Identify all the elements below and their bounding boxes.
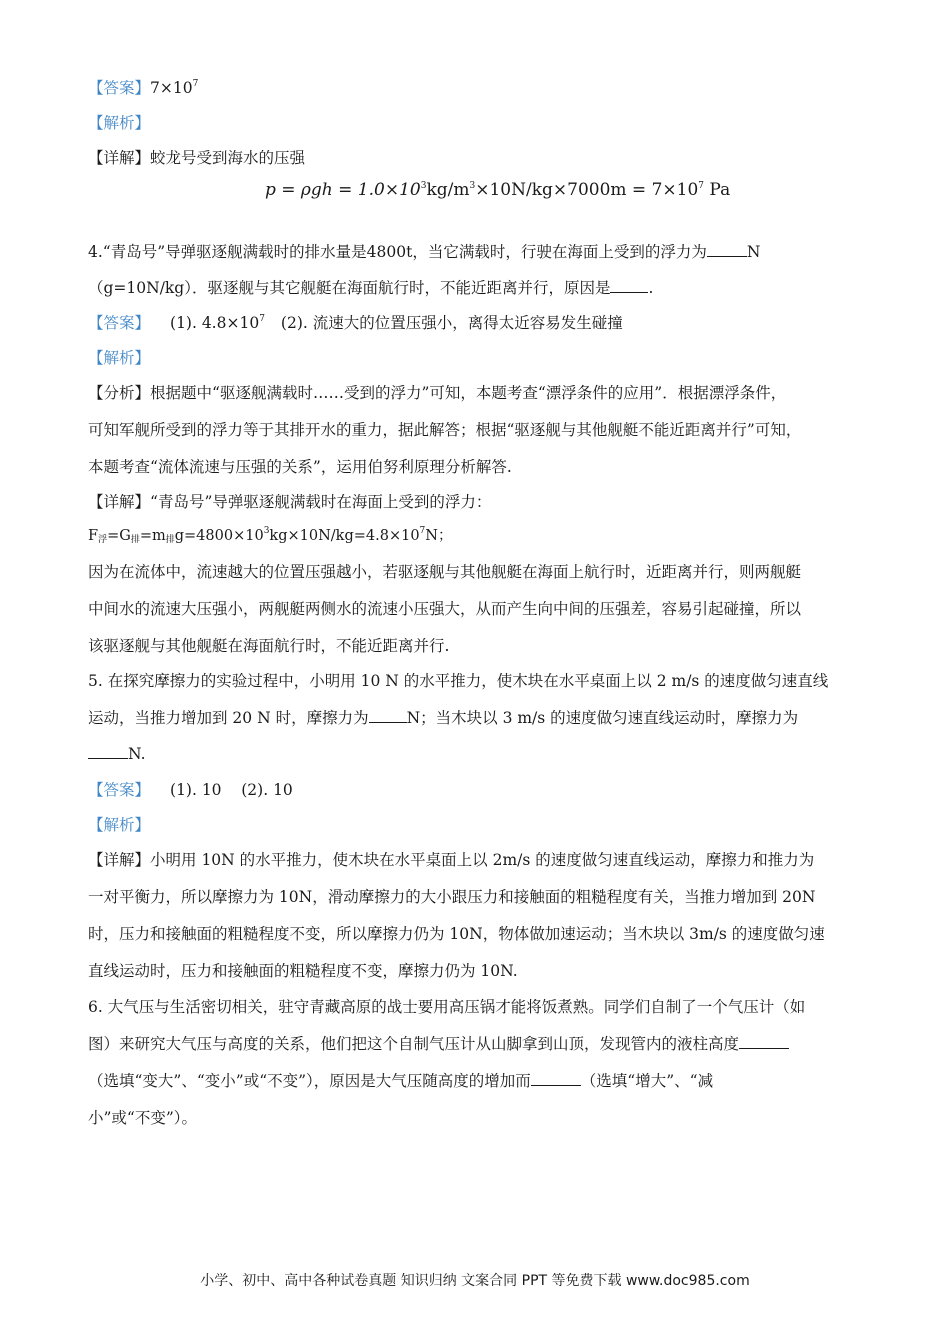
q5-answer-line (88, 780, 293, 800)
analysis-tag: 【解析】 (88, 816, 151, 834)
formula-rest: ×10N/kg×7000m = 7×10 (475, 180, 699, 200)
eq-m: =m (139, 528, 166, 544)
q5-detail-text3: 时，压力和接触面的粗糙程度不变，所以摩擦力仍为 10N，物体做加速运动；当木块以 3m/s 的速度做匀速 (88, 925, 825, 943)
eq-f: F (88, 528, 99, 544)
answer-tag: 【答案】 (88, 314, 151, 332)
detail-tag: 【详解】 (88, 149, 151, 167)
q3-analysis-line (88, 113, 150, 133)
q3-answer-value: 7×10 (150, 79, 193, 97)
answer-blank[interactable] (739, 1034, 789, 1049)
eq-sub-pai1: 排 (130, 535, 140, 545)
q6-stem-line2 (88, 1034, 789, 1054)
formula-exp2: 3 (469, 181, 476, 191)
answer-tag: 【答案】 (88, 781, 151, 799)
q3-answer-exponent: 7 (192, 79, 199, 89)
q5-stem-line1 (88, 671, 828, 691)
answer-tag: 【答案】 (88, 79, 151, 97)
answer-blank[interactable] (707, 242, 747, 257)
q6-stem-text4: 小”或“不变”）。 (88, 1109, 198, 1127)
q6-stem-line1 (88, 997, 805, 1017)
q6-stem-text3a: （选填“变大”、“变小”或“不变”），原因是大气压随高度的增加而 (88, 1072, 531, 1090)
q4-fenxi-line3 (88, 457, 512, 477)
q4-buoyancy-equation (88, 526, 452, 546)
q6-stem-line3 (88, 1071, 713, 1091)
q5-analysis-line (88, 815, 150, 835)
q5-detail-text1: 小明用 10N 的水平推力，使木块在水平桌面上以 2m/s 的速度做匀速直线运动，摩擦力和推力为 (150, 851, 815, 869)
eq-g: =G (107, 528, 131, 544)
q5-detail-line2 (88, 887, 815, 907)
eq-rest2: kg×10N/kg=4.8×10 (269, 528, 420, 544)
q4-answer-part2: (2). 流速大的位置压强小，离得太近容易发生碰撞 (280, 314, 623, 332)
q4-fenxi-text2: 可知军舰所受到的浮力等于其排开水的重力，据此解答；根据“驱逐舰与其他舰艇不能近距离并行”可知， (88, 421, 802, 439)
q6-stem-text2: 图）来研究大气压与高度的关系，他们把这个自制气压计从山脚拿到山顶，发现管内的液柱高度 (88, 1035, 740, 1053)
q6-stem-text3b: （选填“增大”、“减 (580, 1072, 714, 1090)
q4-stem-line2 (88, 278, 653, 298)
q5-detail-line3 (88, 924, 825, 944)
answer-blank[interactable] (610, 278, 648, 293)
q5-detail-line4 (88, 961, 518, 981)
q4-detail-line1 (88, 492, 491, 512)
q4-answer-part1: (1). 4.8×10 (170, 314, 260, 332)
pressure-formula (265, 180, 730, 200)
q4-fenxi-line1 (88, 383, 786, 403)
q4-stem-text2: （g=10N/kg）．驱逐舰与其它舰艇在海面航行时，不能近距离并行，原因是 (88, 279, 611, 297)
eq-sub-pai2: 排 (165, 535, 175, 545)
q4-stem-text2-end: . (648, 279, 654, 297)
answer-blank[interactable] (369, 708, 407, 723)
q5-detail-text2: 一对平衡力，所以摩擦力为 10N，滑动摩擦力的大小跟压力和接触面的粗糙程度有关，当推力增加到 20N (88, 888, 816, 906)
q4-answer-line (88, 313, 623, 333)
fenxi-tag: 【分析】 (88, 384, 151, 402)
q4-detail-line5 (88, 636, 449, 656)
q4-fenxi-line2 (88, 420, 801, 440)
q4-fenxi-text3: 本题考查“流体流速与压强的关系”，运用伯努利原理分析解答. (88, 458, 512, 476)
q3-detail-text: 蛟龙号受到海水的压强 (150, 149, 306, 167)
formula-lhs: p = ρgh = 1.0×10 (265, 180, 421, 200)
q4-detail-text3: 因为在流体中，流速越大的位置压强越小，若驱逐舰与其他舰艇在海面上航行时，近距离并行，则两舰艇 (88, 563, 802, 581)
q4-detail-line3 (88, 562, 801, 582)
q4-detail-line4 (88, 599, 801, 619)
q4-stem-text1: 4.“青岛号”导弹驱逐舰满载时的排水量是4800t，当它满载时，行驶在海面上受到的浮力为 (88, 243, 707, 261)
q4-analysis-line (88, 348, 150, 368)
q5-stem-text2b: N；当木块以 3 m/s 的速度做匀速直线运动时，摩擦力为 (406, 709, 799, 727)
answer-blank[interactable] (531, 1071, 581, 1086)
q4-detail-text4: 中间水的流速大压强小，两舰艇两侧水的流速小压强大，从而产生向中间的压强差，容易引起碰撞，所以 (88, 600, 802, 618)
eq-exp2: 7 (419, 526, 426, 536)
eq-rest: g=4800×10 (174, 528, 264, 544)
q4-stem-line1 (88, 242, 760, 262)
detail-tag: 【详解】 (88, 493, 151, 511)
q5-stem-line3 (88, 744, 146, 764)
eq-exp1: 3 (263, 526, 270, 536)
answer-blank[interactable] (88, 744, 128, 759)
q4-stem-text1-end: N (746, 243, 761, 261)
q3-answer-line (88, 78, 198, 98)
eq-end: N； (425, 528, 453, 544)
q5-detail-text4: 直线运动时，压力和接触面的粗糙程度不变，摩擦力仍为 10N. (88, 962, 518, 980)
q6-stem-line4 (88, 1108, 197, 1128)
q5-answer-text: (1). 10 (2). 10 (170, 781, 293, 799)
q4-fenxi-text1: 根据题中“驱逐舰满载时……受到的浮力”可知，本题考查“漂浮条件的应用”．根据漂浮条件， (150, 384, 787, 402)
q4-detail-text5: 该驱逐舰与其他舰艇在海面航行时，不能近距离并行. (88, 637, 450, 655)
q3-detail-line (88, 148, 305, 168)
formula-exp3: 7 (698, 181, 705, 191)
q5-stem-text1: 5. 在探究摩擦力的实验过程中，小明用 10 N 的水平推力，使木块在水平桌面上以 2 m/s 的速度做匀速直线 (88, 672, 829, 690)
page-footer: 小学、初中、高中各种试卷真题 知识归纳 文案合同 PPT 等免费下载 www.doc985.com (200, 1273, 750, 1289)
q6-stem-text1: 6. 大气压与生活密切相关，驻守青藏高原的战士要用高压锅才能将饭煮熟。同学们自制了一个气压计（如 (88, 998, 806, 1016)
q5-detail-line1 (88, 850, 814, 870)
q4-detail-text1: “青岛号”导弹驱逐舰满载时在海面上受到的浮力： (150, 493, 492, 511)
detail-tag: 【详解】 (88, 851, 151, 869)
formula-exp1: 3 (420, 181, 427, 191)
eq-sub-fu: 浮 (98, 535, 108, 545)
q5-stem-text3-end: N. (128, 745, 146, 763)
q4-answer-part1-exp: 7 (259, 314, 265, 324)
formula-mid: kg/m (426, 180, 470, 200)
formula-unit: Pa (709, 180, 731, 200)
analysis-tag: 【解析】 (88, 349, 151, 367)
analysis-tag: 【解析】 (88, 114, 151, 132)
q5-stem-text2a: 运动，当推力增加到 20 N 时，摩擦力为 (88, 709, 369, 727)
q5-stem-line2 (88, 708, 798, 728)
